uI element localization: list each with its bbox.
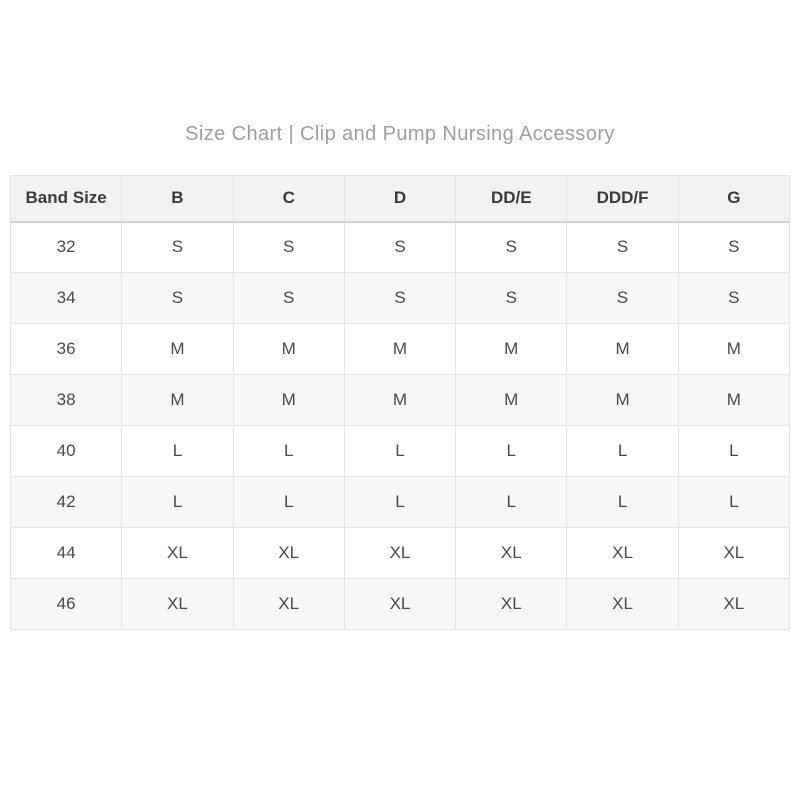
size-value-cell: S	[233, 222, 344, 273]
size-value-cell: L	[678, 426, 789, 477]
size-value-cell: L	[344, 477, 455, 528]
size-chart-table-body	[11, 222, 790, 630]
size-value-cell: XL	[344, 579, 455, 630]
size-value-cell: L	[233, 477, 344, 528]
band-size-cell: 36	[11, 324, 122, 375]
size-value-cell: S	[678, 273, 789, 324]
size-value-cell: S	[456, 222, 567, 273]
size-value-cell: XL	[678, 528, 789, 579]
size-value-cell: M	[344, 324, 455, 375]
size-value-cell: M	[122, 324, 233, 375]
band-size-cell: 32	[11, 222, 122, 273]
band-size-cell: 46	[11, 579, 122, 630]
size-value-cell: M	[678, 375, 789, 426]
size-value-cell: L	[122, 477, 233, 528]
size-value-cell: XL	[233, 528, 344, 579]
size-value-cell: M	[456, 375, 567, 426]
size-value-cell: XL	[122, 579, 233, 630]
size-value-cell: L	[567, 477, 678, 528]
size-value-cell: XL	[567, 528, 678, 579]
size-value-cell: L	[344, 426, 455, 477]
column-header-band-size: Band Size	[11, 176, 122, 222]
table-row-band-32	[11, 222, 790, 273]
size-value-cell: XL	[122, 528, 233, 579]
size-value-cell: XL	[456, 528, 567, 579]
column-header-cup-d: D	[344, 176, 455, 222]
table-row-band-40	[11, 426, 790, 477]
band-size-cell: 34	[11, 273, 122, 324]
size-value-cell: L	[678, 477, 789, 528]
size-value-cell: XL	[344, 528, 455, 579]
size-value-cell: S	[567, 273, 678, 324]
column-header-cup-g: G	[678, 176, 789, 222]
size-value-cell: M	[233, 375, 344, 426]
size-value-cell: XL	[678, 579, 789, 630]
band-size-cell: 38	[11, 375, 122, 426]
size-value-cell: M	[678, 324, 789, 375]
band-size-cell: 44	[11, 528, 122, 579]
table-row-band-38	[11, 375, 790, 426]
size-value-cell: XL	[456, 579, 567, 630]
band-size-cell: 40	[11, 426, 122, 477]
size-value-cell: XL	[233, 579, 344, 630]
size-value-cell: M	[122, 375, 233, 426]
size-chart-table	[10, 175, 790, 630]
column-header-cup-dd-e: DD/E	[456, 176, 567, 222]
table-row-band-42	[11, 477, 790, 528]
size-value-cell: S	[122, 273, 233, 324]
band-size-cell: 42	[11, 477, 122, 528]
column-header-cup-b: B	[122, 176, 233, 222]
table-row-band-34	[11, 273, 790, 324]
size-value-cell: L	[456, 477, 567, 528]
size-value-cell: L	[233, 426, 344, 477]
size-value-cell: M	[456, 324, 567, 375]
table-header-row	[11, 176, 790, 222]
table-row-band-44	[11, 528, 790, 579]
size-value-cell: S	[122, 222, 233, 273]
size-value-cell: L	[456, 426, 567, 477]
column-header-cup-ddd-f: DDD/F	[567, 176, 678, 222]
size-value-cell: S	[344, 222, 455, 273]
size-value-cell: M	[567, 324, 678, 375]
size-chart-title: Size Chart | Clip and Pump Nursing Accessory	[185, 123, 615, 145]
column-header-cup-c: C	[233, 176, 344, 222]
size-value-cell: S	[678, 222, 789, 273]
size-value-cell: S	[456, 273, 567, 324]
table-row-band-36	[11, 324, 790, 375]
size-value-cell: L	[122, 426, 233, 477]
size-value-cell: L	[567, 426, 678, 477]
size-value-cell: XL	[567, 579, 678, 630]
size-value-cell: M	[344, 375, 455, 426]
size-value-cell: M	[567, 375, 678, 426]
size-value-cell: S	[344, 273, 455, 324]
size-value-cell: S	[567, 222, 678, 273]
size-value-cell: M	[233, 324, 344, 375]
table-row-band-46	[11, 579, 790, 630]
size-value-cell: S	[233, 273, 344, 324]
size-chart-table-header	[11, 176, 790, 222]
